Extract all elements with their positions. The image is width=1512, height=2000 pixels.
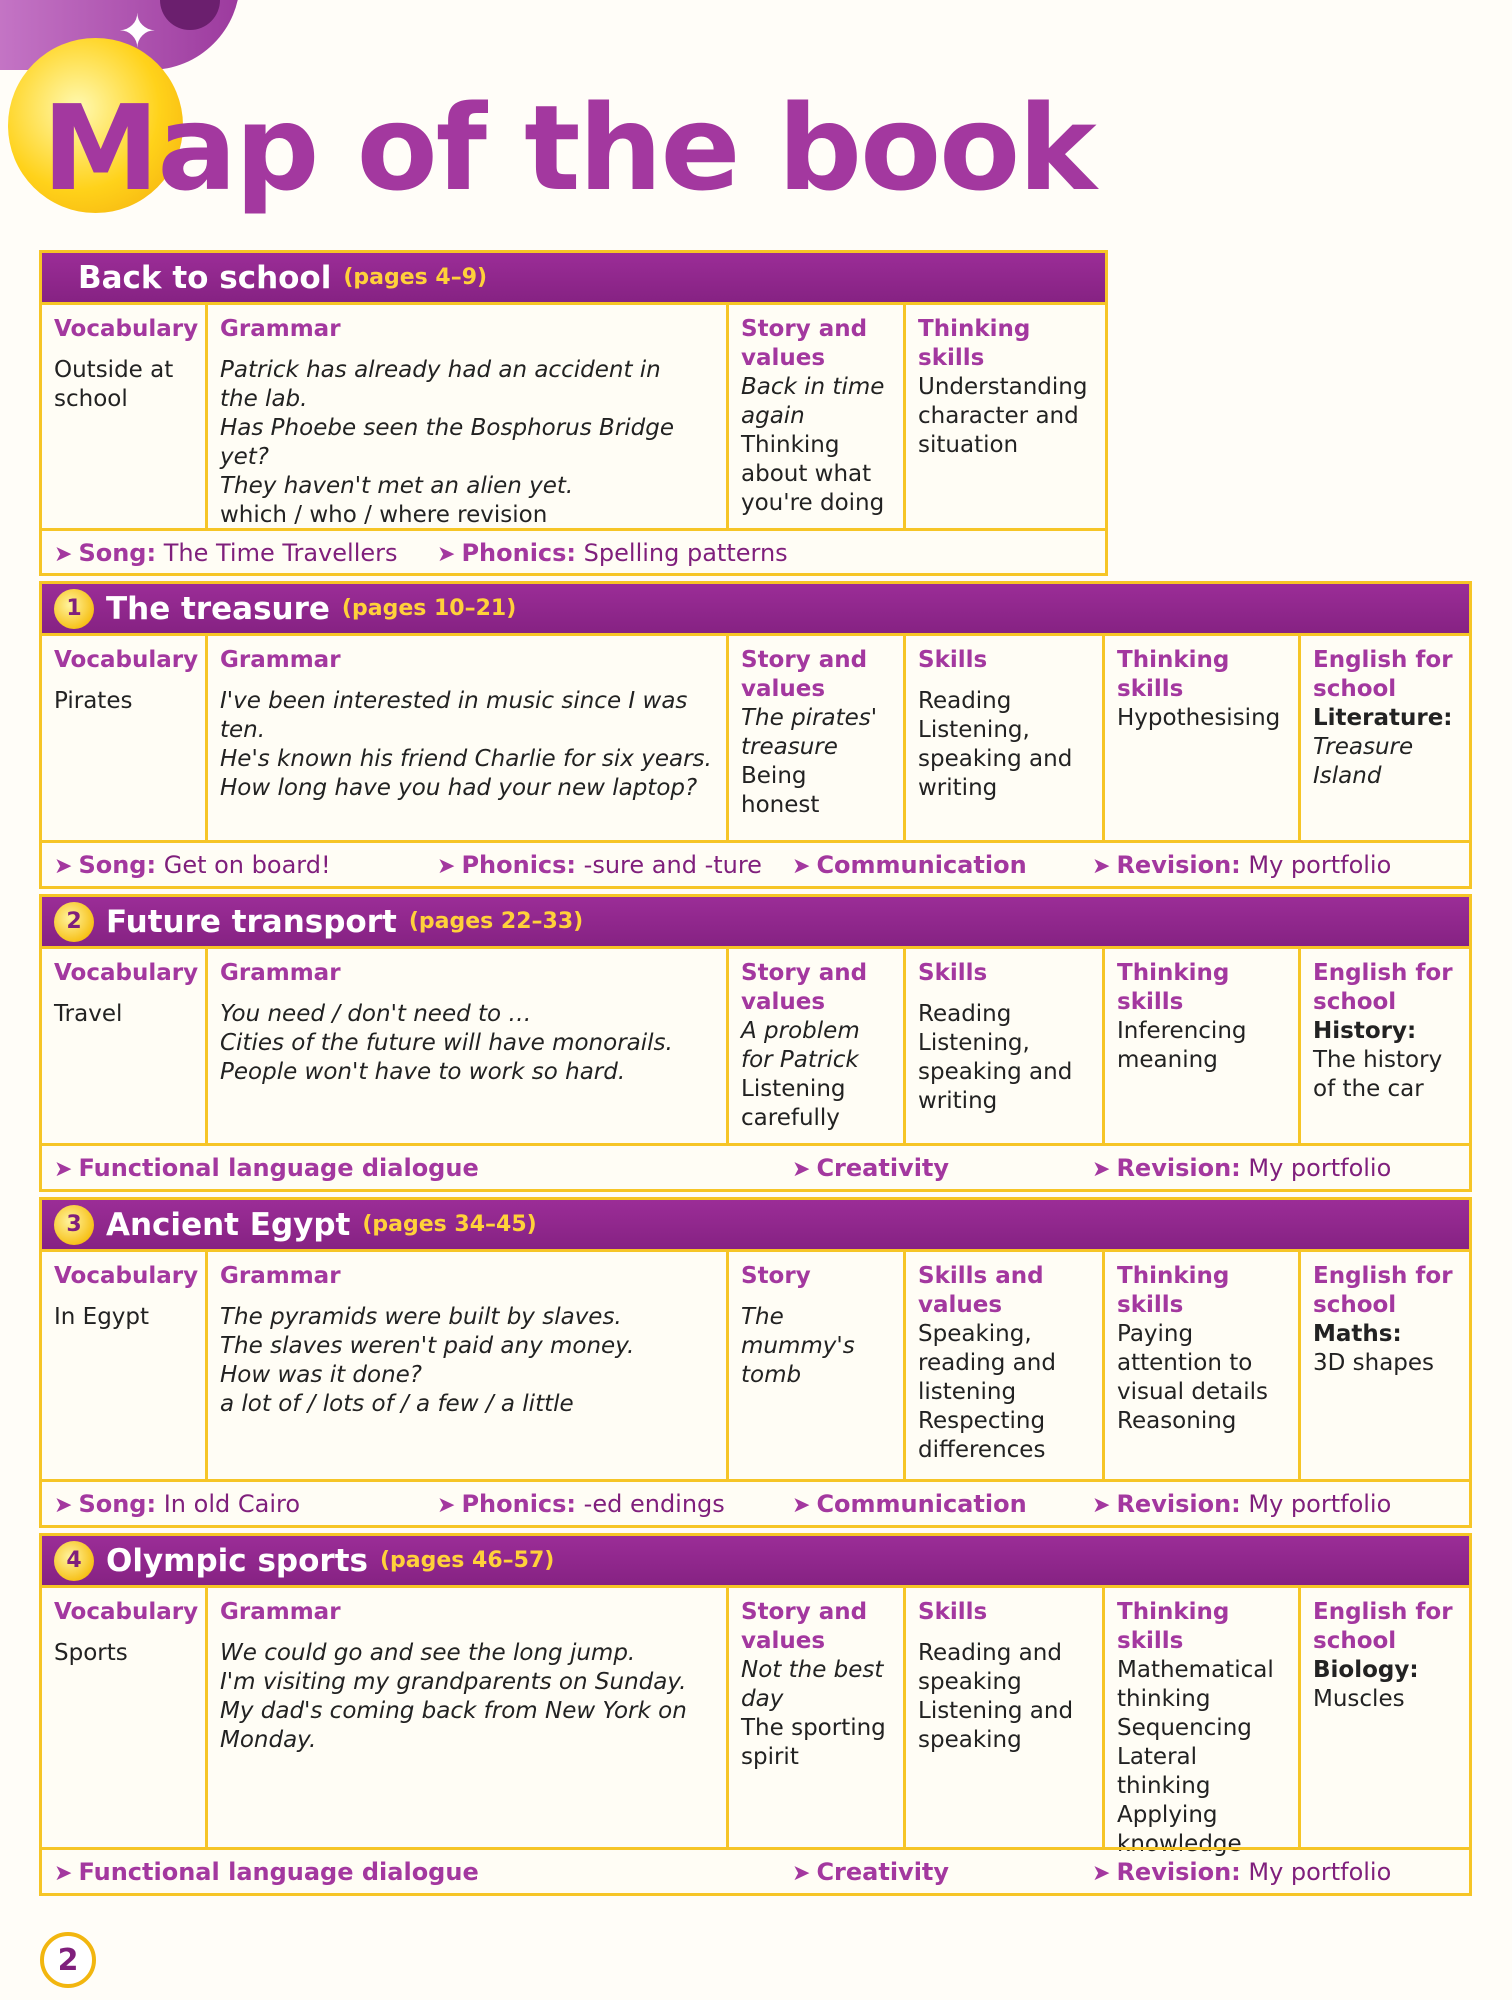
footer-item [54,1490,300,1518]
col-head: English for school [1313,960,1453,1015]
line: I've been interested in music since I was [220,688,688,714]
col-head: Grammar [220,1263,341,1289]
col-story [729,305,906,528]
footer-item [437,1490,725,1518]
unit-header [42,253,1105,305]
footer-text: The Time Travellers [163,539,398,567]
col-vocabulary [42,1588,208,1847]
line: Speaking, [918,1321,1032,1347]
line: again [741,403,805,429]
footer-item [792,1858,949,1886]
footer-text: -sure and -ture [583,851,762,879]
line: differences [918,1437,1046,1463]
col-head: Grammar [220,1599,341,1625]
line: spirit [741,1744,799,1770]
line: Thinking [741,432,840,458]
line: How was it done? [220,1362,423,1388]
col-head: Story and values [741,647,868,702]
line: Listening [741,1076,846,1102]
arrow-icon: ➤ [792,854,811,879]
unit-the-treasure [39,581,1472,889]
arrow-icon: ➤ [1092,854,1111,879]
line: The sporting [741,1715,886,1741]
footer-label: Revision: [1116,1490,1241,1518]
line: Muscles [1313,1686,1405,1712]
unit-pages: (pages 4–9) [343,265,488,290]
unit-grid [42,1588,1469,1857]
unit-footer [42,1479,1469,1525]
line: Literature: [1313,705,1453,731]
line: A problem [741,1018,860,1044]
footer-label: Communication [816,851,1027,879]
line: The pirates' [741,705,878,731]
line: Cities of the future will have monorails. [220,1030,673,1056]
col-head: Skills and values [918,1263,1044,1318]
line: Pirates [54,688,133,714]
col-head: Grammar [220,960,341,986]
line: speaking and [918,1059,1073,1085]
line: History: [1313,1018,1417,1044]
footer-text: In old Cairo [163,1490,301,1518]
line: Sequencing [1117,1715,1252,1741]
unit-grid [42,636,1469,840]
line: Back in time [741,374,885,400]
line: Reading and [918,1640,1062,1666]
line: meaning [1117,1047,1218,1073]
line: for Patrick [741,1047,859,1073]
line: thinking [1117,1686,1211,1712]
line: Understanding [918,374,1088,400]
unit-footer [42,840,1469,886]
line: Reasoning [1117,1408,1237,1434]
line: Inferencing [1117,1018,1247,1044]
col-head: Thinking skills [1117,1599,1230,1654]
arrow-icon: ➤ [1092,1157,1111,1182]
col-thinking-skills [1105,1252,1301,1479]
line: Applying [1117,1802,1218,1828]
line: mummy's [741,1333,855,1359]
col-head: Vocabulary [54,1599,199,1625]
col-english-for-school [1301,1588,1469,1847]
line: character and [918,403,1079,429]
arrow-icon: ➤ [54,854,73,879]
line: I'm visiting my grandparents on Sunday. [220,1669,687,1695]
col-head: Thinking skills [1117,960,1230,1015]
line: Reading [918,688,1012,714]
unit-olympic-sports [39,1533,1472,1896]
line: you're doing [741,490,885,516]
line: Not the best [741,1657,884,1683]
col-head: English for school [1313,1599,1453,1654]
footer-label: Phonics: [461,539,577,567]
col-english-for-school [1301,1252,1469,1479]
arrow-icon: ➤ [792,1157,811,1182]
line: speaking [918,1727,1022,1753]
arrow-icon: ➤ [437,1493,456,1518]
col-vocabulary [42,305,208,528]
footer-text: My portfolio [1248,851,1392,879]
footer-label: Revision: [1116,1154,1241,1182]
unit-ancient-egypt [39,1197,1472,1528]
line: The pyramids were built by slaves. [220,1304,622,1330]
line: We could go and see the long jump. [220,1640,636,1666]
arrow-icon: ➤ [1092,1861,1111,1886]
footer-label: Song: [78,1490,157,1518]
unit-header [42,897,1469,949]
footer-item [1092,1154,1391,1182]
footer-text: My portfolio [1248,1858,1392,1886]
unit-header [42,584,1469,636]
line: People won't have to work so hard. [220,1059,626,1085]
line: They haven't met an alien yet. [220,473,574,499]
arrow-icon: ➤ [792,1861,811,1886]
col-english-for-school [1301,949,1469,1143]
footer-text: My portfolio [1248,1154,1392,1182]
line: which / who / where revision [220,502,548,528]
line: about what [741,461,872,487]
unit-pages: (pages 46–57) [379,1548,555,1573]
unit-header [42,1200,1469,1252]
col-vocabulary [42,1252,208,1479]
line: Maths: [1313,1321,1402,1347]
col-head: Grammar [220,647,341,673]
col-head: Vocabulary [54,960,199,986]
arrow-icon: ➤ [54,1861,73,1886]
footer-item [1092,1858,1391,1886]
line: Listening, [918,1030,1030,1056]
unit-grid [42,1252,1469,1479]
line: of the car [1313,1076,1424,1102]
line: situation [918,432,1019,458]
line: Outside at [54,357,174,383]
col-story [729,1252,906,1479]
line: Mathematical [1117,1657,1274,1683]
footer-item [437,539,788,567]
col-thinking-skills [906,305,1105,528]
footer-item [1092,851,1391,879]
col-english-for-school [1301,636,1469,840]
line: Hypothesising [1117,705,1281,731]
unit-number-badge: 1 [54,589,94,629]
unit-future-transport [39,894,1472,1192]
footer-label: Revision: [1116,851,1241,879]
line: My dad's coming back from New York on [220,1698,687,1724]
arrow-icon: ➤ [54,1157,73,1182]
line: In Egypt [54,1304,150,1330]
footer-text: -ed endings [583,1490,725,1518]
line: You need / don't need to … [220,1001,532,1027]
footer-item [54,851,331,879]
page-number: 2 [40,1932,96,1988]
line: Patrick has already had an accident in [220,357,661,383]
line: Biology: [1313,1657,1419,1683]
col-thinking-skills [1105,1588,1301,1857]
col-thinking-skills [1105,949,1301,1143]
footer-item [54,539,398,567]
line: Monday. [220,1727,317,1753]
line: the lab. [220,386,308,412]
unit-number-badge: 4 [54,1541,94,1581]
col-vocabulary [42,949,208,1143]
arrow-icon: ➤ [792,1493,811,1518]
line: He's known his friend Charlie for six years. [220,746,712,772]
line: Reading [918,1001,1012,1027]
col-story [729,1588,906,1847]
arrow-icon: ➤ [437,542,456,567]
col-grammar [208,305,729,528]
unit-title: Ancient Egypt [106,1206,351,1243]
footer-item [1092,1490,1391,1518]
line: Being honest [741,763,820,818]
unit-footer [42,1847,1469,1893]
footer-item [54,1858,479,1886]
line: treasure [741,734,838,760]
unit-pages: (pages 10–21) [341,596,517,621]
line: visual details [1117,1379,1268,1405]
unit-title: Olympic sports [106,1542,368,1579]
line: carefully [741,1105,840,1131]
footer-label: Creativity [816,1154,950,1182]
col-thinking-skills [1105,636,1301,840]
line: speaking and [918,746,1073,772]
unit-pages: (pages 22–33) [408,909,584,934]
line: attention to [1117,1350,1253,1376]
footer-label: Phonics: [461,851,577,879]
col-skills [906,1588,1105,1847]
footer-item [792,1154,949,1182]
col-head: Thinking skills [1117,647,1230,702]
col-head: Story and values [741,1599,868,1654]
col-vocabulary [42,636,208,840]
col-story [729,636,906,840]
unit-title: Future transport [106,903,397,940]
line: Respecting [918,1408,1046,1434]
line: day [741,1686,784,1712]
arrow-icon: ➤ [54,1493,73,1518]
line: 3D shapes [1313,1350,1435,1376]
line: listening [918,1379,1017,1405]
col-head: Vocabulary [54,316,199,342]
footer-item [792,1490,1027,1518]
footer-item [437,851,762,879]
page-title: Map of the book [42,79,1095,217]
col-head: Grammar [220,316,341,342]
footer-text: My portfolio [1248,1490,1392,1518]
col-head: Story [741,1263,811,1289]
col-head: Thinking skills [918,316,1031,371]
col-head: Skills [918,1599,988,1625]
col-skills [906,636,1105,840]
line: a lot of / lots of / a few / a little [220,1391,574,1417]
line: Lateral thinking [1117,1744,1211,1799]
footer-label: Creativity [816,1858,950,1886]
unit-footer [42,528,1105,574]
col-skills [906,949,1105,1143]
unit-header [42,1536,1469,1588]
arrow-icon: ➤ [1092,1493,1111,1518]
line: Listening, [918,717,1030,743]
footer-text: Spelling patterns [583,539,788,567]
unit-title: The treasure [106,590,330,627]
line: How long have you had your new laptop? [220,775,698,801]
col-head: English for school [1313,1263,1453,1318]
line: Travel [54,1001,123,1027]
line: Sports [54,1640,128,1666]
line: The [741,1304,784,1330]
col-story [729,949,906,1143]
line: knowledge [1117,1831,1242,1857]
unit-footer [42,1143,1469,1189]
col-head: Skills [918,960,988,986]
col-head: Vocabulary [54,647,199,673]
unit-grid [42,305,1105,528]
footer-label: Song: [78,851,157,879]
col-skills-and-values [906,1252,1105,1479]
line: reading and [918,1350,1056,1376]
arrow-icon: ➤ [437,854,456,879]
col-grammar [208,636,729,840]
unit-back-to-school [39,250,1108,576]
line: Treasure [1313,734,1414,760]
line: writing [918,775,998,801]
footer-label: Song: [78,539,157,567]
footer-label: Phonics: [461,1490,577,1518]
line: The slaves weren't paid any money. [220,1333,635,1359]
line: Paying [1117,1321,1194,1347]
col-head: Story and values [741,316,868,371]
line: Listening and [918,1698,1074,1724]
sparkle-icon: ✦ [118,4,157,58]
footer-label: Revision: [1116,1858,1241,1886]
line: ten. [220,717,266,743]
col-head: English for school [1313,647,1453,702]
footer-item [54,1154,479,1182]
unit-number-badge: 2 [54,902,94,942]
footer-label: Functional language dialogue [78,1154,479,1182]
col-grammar [208,1588,729,1847]
line: Has Phoebe seen the Bosphorus Bridge yet? [220,415,675,470]
col-head: Vocabulary [54,1263,199,1289]
col-head: Skills [918,647,988,673]
line: tomb [741,1362,802,1388]
arrow-icon: ➤ [54,542,73,567]
col-grammar [208,949,729,1143]
line: writing [918,1088,998,1114]
col-grammar [208,1252,729,1479]
line: The history [1313,1047,1443,1073]
footer-text: Get on board! [163,851,331,879]
unit-title: Back to school [78,259,332,296]
col-head: Thinking skills [1117,1263,1230,1318]
unit-grid [42,949,1469,1143]
footer-label: Functional language dialogue [78,1858,479,1886]
unit-number-badge: 3 [54,1205,94,1245]
footer-label: Communication [816,1490,1027,1518]
line: speaking [918,1669,1022,1695]
col-head: Story and values [741,960,868,1015]
line: Island [1313,763,1382,789]
line: school [54,386,128,412]
footer-item [792,851,1027,879]
unit-pages: (pages 34–45) [362,1212,537,1237]
